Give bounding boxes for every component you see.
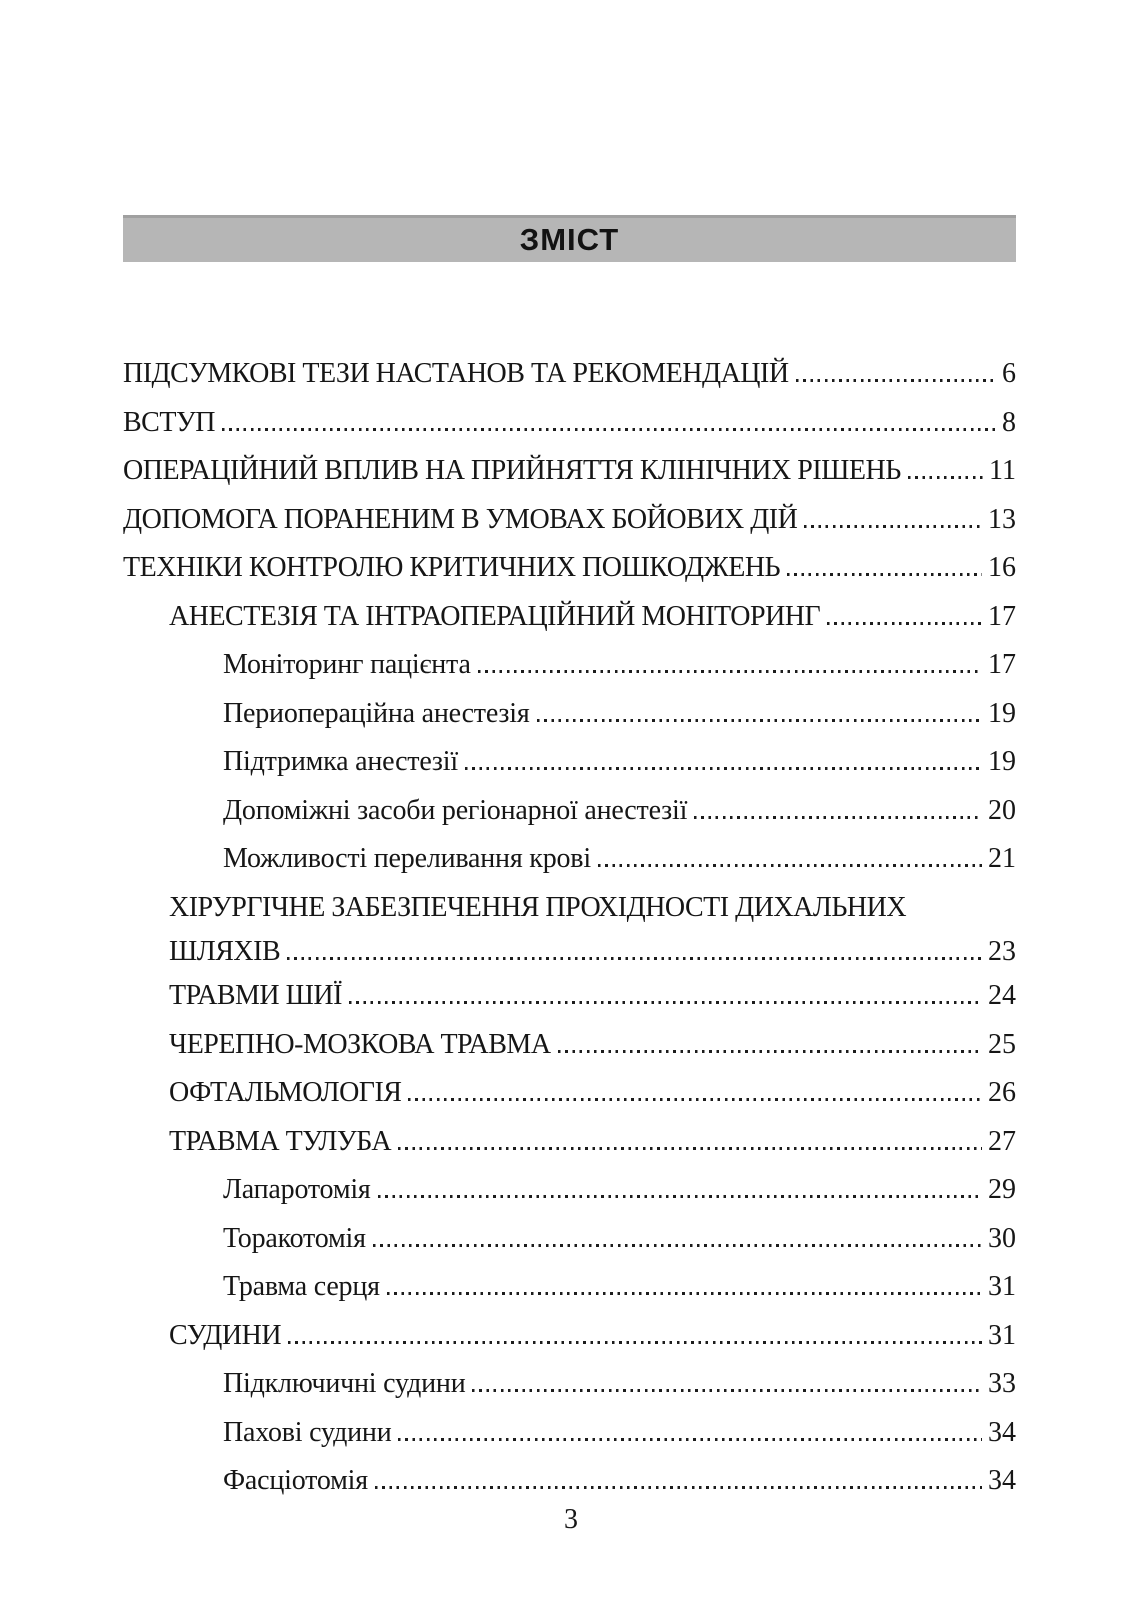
toc-entry[interactable] xyxy=(123,884,1016,933)
toc-entry-page: 30 xyxy=(988,1222,1016,1254)
toc-entry[interactable] xyxy=(123,1360,1016,1409)
toc-entry-page: 20 xyxy=(988,794,1016,826)
toc-entry-label: ОФТАЛЬМОЛОГІЯ xyxy=(169,1077,402,1108)
toc-entry-page: 34 xyxy=(988,1416,1016,1448)
toc-entry-label: Периопераційна анестезія xyxy=(223,697,530,729)
toc-entry-page: 16 xyxy=(988,552,1016,583)
toc-entry[interactable] xyxy=(123,835,1016,884)
dot-leader xyxy=(287,957,982,960)
toc-entry-label: ДОПОМОГА ПОРАНЕНИМ В УМОВАХ БОЙОВИХ ДІЙ xyxy=(123,503,798,535)
dot-leader xyxy=(375,1486,982,1489)
dot-leader xyxy=(804,525,982,528)
toc-entry[interactable] xyxy=(123,1118,1016,1167)
toc-entry[interactable] xyxy=(123,1263,1016,1312)
toc-entry-label: ТЕХНІКИ КОНТРОЛЮ КРИТИЧНИХ ПОШКОДЖЕНЬ xyxy=(123,552,781,583)
dot-leader xyxy=(598,864,982,867)
dot-leader xyxy=(465,767,982,770)
toc-entry[interactable] xyxy=(123,1409,1016,1458)
toc-entry[interactable] xyxy=(123,972,1016,1021)
dot-leader xyxy=(398,1147,982,1150)
toc-entry-page: 31 xyxy=(988,1319,1016,1351)
toc-entry-label: Допоміжні засоби регіонарної анестезії xyxy=(223,794,688,826)
page-title: ЗМІСТ xyxy=(519,222,620,257)
toc-entry[interactable] xyxy=(123,1021,1016,1070)
toc-entry-label: СУДИНИ xyxy=(169,1319,282,1351)
toc-entry-page: 31 xyxy=(988,1271,1016,1302)
toc-entry-label: Торакотомія xyxy=(223,1222,366,1254)
dot-leader xyxy=(387,1292,982,1295)
toc-entry-label: Лапаротомія xyxy=(223,1174,371,1205)
toc-entry[interactable] xyxy=(123,641,1016,690)
toc-entry[interactable] xyxy=(123,1312,1016,1361)
dot-leader xyxy=(827,622,982,625)
toc-entry-label: АНЕСТЕЗІЯ ТА ІНТРАОПЕРАЦІЙНИЙ МОНІТОРИНГ xyxy=(169,600,821,632)
dot-leader xyxy=(398,1438,982,1441)
toc-entry[interactable] xyxy=(123,1215,1016,1264)
dot-leader xyxy=(408,1098,982,1101)
toc-entry[interactable] xyxy=(123,350,1016,399)
toc-entry-label: Підтримка анестезії xyxy=(223,746,458,777)
toc-entry-page: 13 xyxy=(988,503,1016,535)
toc-entry[interactable] xyxy=(123,932,1016,972)
toc-entry-page: 21 xyxy=(988,843,1016,874)
toc-entry-page: 24 xyxy=(988,980,1016,1011)
toc-entry-page: 26 xyxy=(988,1077,1016,1108)
toc-entry-page: 27 xyxy=(988,1125,1016,1157)
toc-entry-page: 23 xyxy=(988,936,1016,967)
table-of-contents xyxy=(123,350,1016,1506)
toc-entry-page: 17 xyxy=(988,600,1016,632)
dot-leader xyxy=(537,719,982,722)
toc-entry[interactable] xyxy=(123,593,1016,642)
toc-entry-label: ШЛЯХІВ xyxy=(169,936,281,967)
dot-leader xyxy=(373,1244,982,1247)
toc-entry-label: Можливості переливання крові xyxy=(223,843,591,874)
footer-page-number: 3 xyxy=(564,1504,578,1535)
toc-entry-page: 11 xyxy=(989,455,1016,486)
toc-entry[interactable] xyxy=(123,1166,1016,1215)
toc-entry[interactable] xyxy=(123,1457,1016,1506)
toc-entry-label: Травма серця xyxy=(223,1271,380,1302)
toc-entry-page: 29 xyxy=(988,1174,1016,1205)
toc-entry[interactable] xyxy=(123,787,1016,836)
toc-entry-page: 19 xyxy=(988,697,1016,729)
toc-entry[interactable] xyxy=(123,399,1016,448)
toc-entry-page: 17 xyxy=(988,649,1016,680)
toc-entry-label: ТРАВМА ТУЛУБА xyxy=(169,1125,392,1157)
toc-entry[interactable] xyxy=(123,544,1016,593)
toc-entry-label: Пахові судини xyxy=(223,1416,392,1448)
dot-leader xyxy=(787,573,982,576)
dot-leader xyxy=(472,1389,982,1392)
toc-entry-label: ТРАВМИ ШИЇ xyxy=(169,980,342,1011)
toc-entry-page: 25 xyxy=(988,1028,1016,1060)
toc-entry-label: Моніторинг пацієнта xyxy=(223,649,471,680)
toc-entry[interactable] xyxy=(123,738,1016,787)
toc-entry-label: Фасціотомія xyxy=(223,1465,368,1496)
dot-leader xyxy=(222,428,996,431)
toc-entry-page: 33 xyxy=(988,1368,1016,1399)
toc-entry[interactable] xyxy=(123,447,1016,496)
toc-entry-page: 19 xyxy=(988,746,1016,777)
toc-entry-label: ВСТУП xyxy=(123,406,215,438)
toc-entry-page: 6 xyxy=(1002,358,1016,389)
dot-leader xyxy=(796,379,996,382)
toc-entry-label: ЧЕРЕПНО-МОЗКОВА ТРАВМА xyxy=(169,1028,551,1060)
toc-entry[interactable] xyxy=(123,690,1016,739)
dot-leader xyxy=(694,816,982,819)
toc-entry-label: Підключичні судини xyxy=(223,1368,466,1399)
dot-leader xyxy=(349,1001,982,1004)
dot-leader xyxy=(478,670,982,673)
toc-entry[interactable] xyxy=(123,1069,1016,1118)
dot-leader xyxy=(378,1195,982,1198)
toc-entry[interactable] xyxy=(123,496,1016,545)
dot-leader xyxy=(908,476,983,479)
dot-leader xyxy=(288,1341,982,1344)
toc-entry-label: ХІРУРГІЧНЕ ЗАБЕЗПЕЧЕННЯ ПРОХІДНОСТІ ДИХАЛЬНИХ xyxy=(169,891,907,923)
contents-title-bar xyxy=(123,215,1016,262)
dot-leader xyxy=(558,1050,982,1053)
toc-entry-label: ПІДСУМКОВІ ТЕЗИ НАСТАНОВ ТА РЕКОМЕНДАЦІЙ xyxy=(123,358,789,389)
toc-entry-page: 8 xyxy=(1002,406,1016,438)
toc-entry-label: ОПЕРАЦІЙНИЙ ВПЛИВ НА ПРИЙНЯТТЯ КЛІНІЧНИХ РІШЕНЬ xyxy=(123,455,901,486)
toc-entry-page: 34 xyxy=(988,1465,1016,1496)
